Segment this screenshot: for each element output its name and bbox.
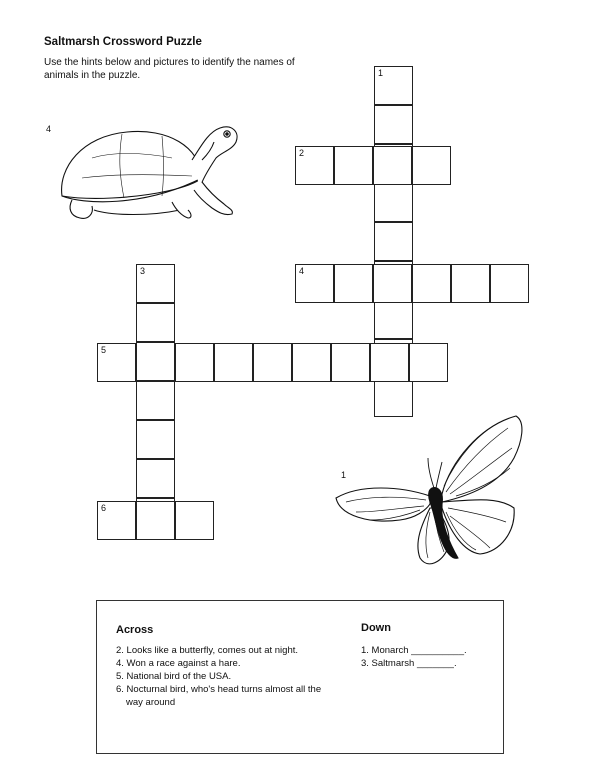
crossword-cell[interactable]: [334, 146, 373, 185]
crossword-cell[interactable]: [295, 264, 334, 303]
clue-number: 4: [299, 266, 305, 276]
across-clue: 6. Nocturnal bird, who's head turns almost all the way around: [116, 684, 322, 708]
crossword-cell[interactable]: [295, 146, 334, 185]
crossword-cell[interactable]: [373, 146, 412, 185]
crossword-cell[interactable]: [373, 264, 412, 303]
crossword-cell[interactable]: [136, 501, 175, 540]
down-clue: 1. Monarch __________.: [361, 645, 467, 656]
crossword-cell[interactable]: [334, 264, 373, 303]
clue-number: 2: [299, 148, 305, 158]
across-clue-list: [116, 644, 336, 709]
crossword-cell[interactable]: [136, 264, 175, 303]
across-clue: 2. Looks like a butterfly, comes out at night.: [116, 645, 299, 656]
crossword-cell[interactable]: [374, 222, 413, 261]
page-title: Saltmarsh Crossword Puzzle: [44, 36, 202, 48]
crossword-cell[interactable]: [175, 501, 214, 540]
clue-number: 3: [140, 266, 146, 276]
crossword-cell[interactable]: [331, 343, 370, 382]
crossword-cell[interactable]: [374, 105, 413, 144]
crossword-cell[interactable]: [136, 303, 175, 342]
clue-number: 6: [101, 503, 107, 513]
turtle-icon: [52, 118, 242, 226]
clue-number: 5: [101, 345, 107, 355]
crossword-cell[interactable]: [97, 343, 136, 382]
crossword-cell[interactable]: [292, 343, 331, 382]
clues-box: [96, 600, 504, 754]
crossword-cell[interactable]: [374, 183, 413, 222]
crossword-cell[interactable]: [136, 342, 175, 381]
instructions: Use the hints below and pictures to identify the names of animals in the puzzle.: [44, 57, 295, 81]
across-clue: 4. Won a race against a hare.: [116, 658, 241, 669]
crossword-cell[interactable]: [136, 459, 175, 498]
crossword-cell[interactable]: [136, 381, 175, 420]
crossword-cell[interactable]: [214, 343, 253, 382]
across-heading: Across: [116, 624, 154, 636]
down-clue: 3. Saltmarsh _______.: [361, 658, 457, 669]
crossword-cell[interactable]: [374, 66, 413, 105]
crossword-cell[interactable]: [374, 300, 413, 339]
turtle-number: 4: [46, 124, 52, 134]
crossword-cell[interactable]: [175, 343, 214, 382]
crossword-cell[interactable]: [409, 343, 448, 382]
butterfly-number: 1: [341, 470, 347, 480]
butterfly-icon: [330, 412, 530, 572]
down-clue-list: [361, 644, 501, 670]
crossword-cell[interactable]: [412, 264, 451, 303]
crossword-cell[interactable]: [136, 420, 175, 459]
down-heading: Down: [361, 622, 391, 634]
across-clue: 5. National bird of the USA.: [116, 671, 232, 682]
crossword-cell[interactable]: [253, 343, 292, 382]
crossword-cell[interactable]: [97, 501, 136, 540]
crossword-cell[interactable]: [370, 343, 409, 382]
clue-number: 1: [378, 68, 384, 78]
crossword-cell[interactable]: [490, 264, 529, 303]
crossword-cell[interactable]: [412, 146, 451, 185]
crossword-cell[interactable]: [451, 264, 490, 303]
